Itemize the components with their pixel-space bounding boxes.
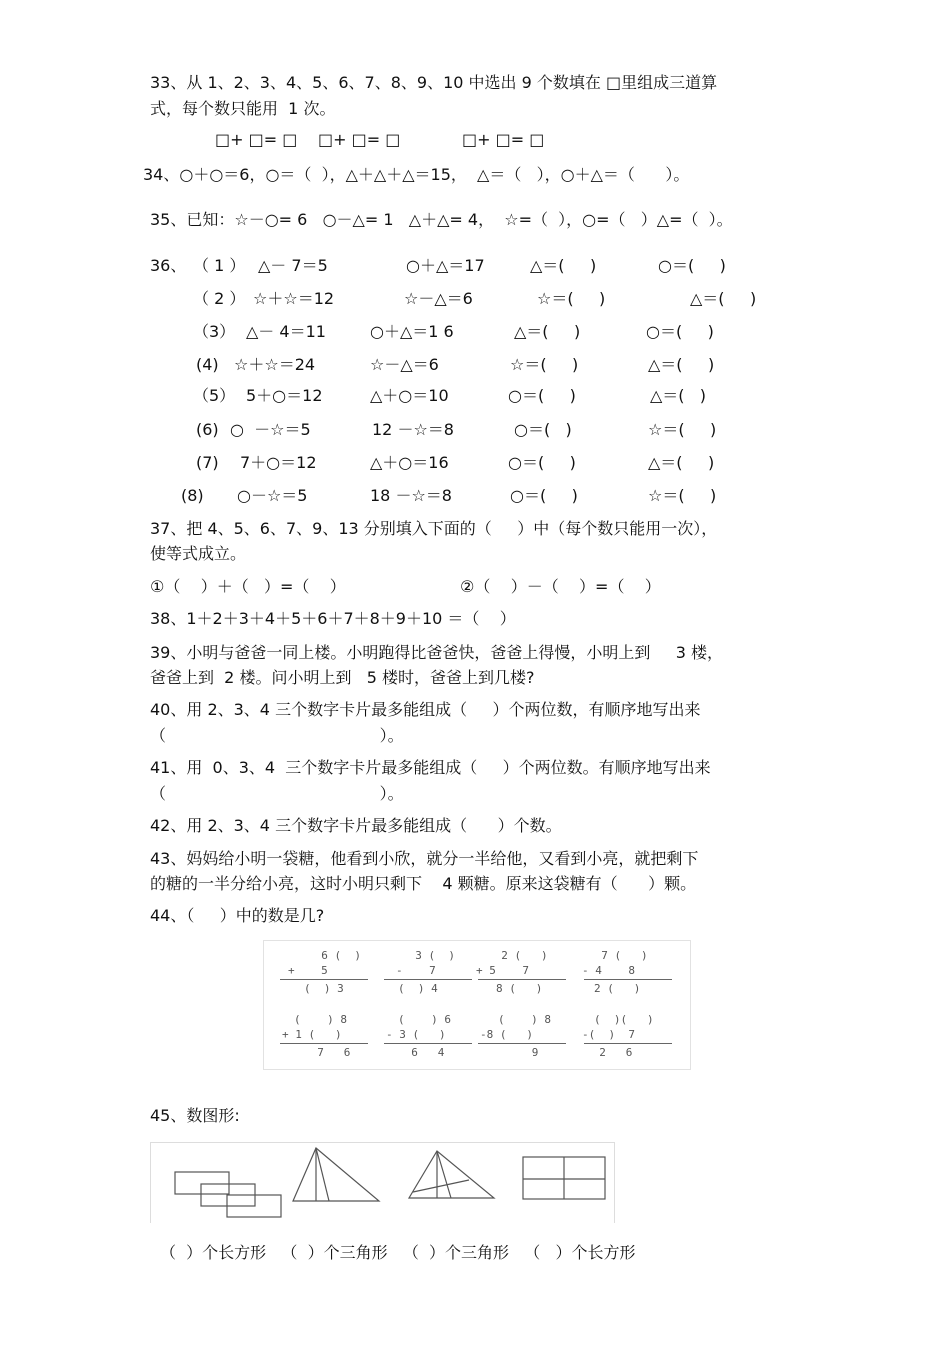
q36-row-eq-a: △－ 7＝5 [258,256,328,275]
figures-drawing [151,1143,614,1223]
q36-row-num: （3） [193,322,236,341]
q39-line1: 39、小明与爸爸一同上楼。小明跑得比爸爸快，爸爸上得慢，小明上到 3 楼， [150,643,724,662]
q43-line1: 43、妈妈给小明一袋糖，他看到小欣，就分一半给他，又看到小亮，就把剩下 [150,849,699,868]
vertical-problem [582,949,676,1005]
triangle-line [413,1180,469,1192]
problem-mid: - 7 [396,964,436,977]
q36-row-eq-b: △＋○＝16 [370,453,449,472]
q36-row-ans-d: △＝( ) [690,289,757,308]
q36-row-eq-b: ☆－△＝6 [404,289,473,308]
q36-row-ans-d: △＝( ) [648,453,715,472]
q41-line2: （ ）。 [150,784,404,803]
vertical-problem [476,1013,570,1069]
q36-label: 36、 [150,256,187,275]
vertical-problem [278,1013,372,1069]
problem-mid: + 5 [288,964,328,977]
vertical-problem [476,949,570,1005]
q36-row-eq-a: △－ 4＝11 [246,322,326,341]
problem-line [584,1043,672,1044]
q37-eq2: ②（ ）－（ ）=（ ） [460,577,661,596]
q36-row-eq-b: ○＋△＝1 6 [370,322,454,341]
problem-line [280,979,368,980]
problem-bottom: ( ) 3 [304,982,344,995]
problem-line [478,979,566,980]
triangle-line [437,1151,451,1198]
q36-row-num: (4) [196,355,219,374]
problem-top: 6 ( ) [308,949,361,962]
rectangle-shape [175,1172,229,1194]
q36-row-ans-c: △＝( ) [530,256,597,275]
q33-eq1: □+ □= □ [215,130,298,149]
q39-line2: 爸爸上到 2 楼。问小明上到 5 楼时，爸爸上到几楼? [150,668,535,687]
q36-row-eq-a: 5＋○＝12 [246,386,323,405]
vertical-problem [582,1013,676,1069]
q36-row-ans-d: △＝( ) [650,386,707,405]
problem-bottom: 2 6 [586,1046,633,1059]
q36-row-num: （ 1 ） [193,256,246,275]
q36-row-ans-d: ○＝( ) [646,322,714,341]
problem-bottom: 8 ( ) [496,982,543,995]
q44-problem-image [263,940,691,1070]
problem-line [478,1043,566,1044]
q36-row-num: (7) [196,453,219,472]
problem-bottom: 6 4 [398,1046,445,1059]
q36-row-eq-b: ☆－△＝6 [370,355,439,374]
triangle-line [316,1148,329,1201]
q36-row-ans-c: ☆＝( ) [537,289,606,308]
vertical-problem [278,949,372,1005]
q36-row-num: （ 2 ） [193,289,246,308]
q33-line2: 式，每个数只能用 1 次。 [150,99,336,118]
problem-top: ( )( ) [594,1013,654,1026]
q37-line1: 37、把 4、5、6、7、9、13 分别填入下面的（ ）中（每个数只能用一次）， [150,519,718,538]
q36-row-ans-d: △＝( ) [648,355,715,374]
triangle-shape [409,1151,494,1198]
problem-mid: - 3 ( ) [386,1028,446,1041]
q45-figures [150,1142,615,1223]
problem-bottom: ( ) 4 [398,982,438,995]
q38-line: 38、1＋2＋3＋4＋5＋6＋7＋8＋9＋10 ＝（ ） [150,609,516,628]
q33-line1: 33、从 1、2、3、4、5、6、7、8、9、10 中选出 9 个数填在 □里组成三道算 [150,73,718,92]
problem-mid: -8 ( ) [480,1028,533,1041]
q45-answers: （ ）个长方形 （ ）个三角形 （ ）个三角形 （ ）个长方形 [160,1243,636,1262]
q36-row-ans-c: ○＝( ) [508,453,576,472]
problem-bottom: 9 [492,1046,539,1059]
problem-top: ( ) 8 [294,1013,347,1026]
q36-row-num: (8) [181,486,204,505]
problem-bottom: 2 ( ) [594,982,641,995]
vertical-problem [382,1013,476,1069]
q43-line2: 的糖的一半分给小亮，这时小明只剩下 4 颗糖。原来这袋糖有（ ）颗。 [150,874,697,893]
q36-row-ans-c: ○＝( ) [510,486,578,505]
q36-row-num: （5） [193,386,236,405]
problem-top: 2 ( ) [488,949,548,962]
q36-row-ans-c: ☆＝( ) [510,355,579,374]
q36-row-ans-c: ○＝( ) [514,420,572,439]
problem-line [280,1043,368,1044]
problem-bottom: 7 6 [304,1046,351,1059]
q36-row-eq-b: △＋○＝10 [370,386,449,405]
q40-line1: 40、用 2、3、4 三个数字卡片最多能组成（ ）个两位数，有顺序地写出来 [150,700,701,719]
q37-eq1: ①（ ）＋（ ）=（ ） [150,577,346,596]
q36-row-eq-b: 18 －☆＝8 [370,486,452,505]
q36-row-eq-a: ○－☆＝5 [237,486,308,505]
q37-line2: 使等式成立。 [150,544,247,563]
problem-top: 7 ( ) [588,949,648,962]
q36-row-ans-c: ○＝( ) [508,386,576,405]
problem-mid: + 5 7 [476,964,529,977]
q36-row-eq-b: 12 －☆＝8 [372,420,454,439]
problem-line [384,1043,472,1044]
q36-row-eq-a: ○ －☆＝5 [230,420,311,439]
q42-line: 42、用 2、3、4 三个数字卡片最多能组成（ ）个数。 [150,816,562,835]
q34-line: 34、○＋○＝6，○＝（ ），△＋△＋△＝15， △＝（ ），○＋△＝（ ）。 [143,165,690,184]
q36-row-eq-a: 7＋○＝12 [240,453,317,472]
q36-row-num: (6) [196,420,219,439]
q35-line: 35、已知：☆－○= 6 ○－△= 1 △＋△= 4， ☆=（ ），○=（ ）△=（ ）。 [150,210,733,229]
q33-eq2: □+ □= □ [318,130,401,149]
problem-mid: - 4 8 [582,964,635,977]
problem-mid: + 1 ( ) [282,1028,342,1041]
triangle-shape [293,1148,379,1201]
q41-line1: 41、用 0、3、4 三个数字卡片最多能组成（ ）个两位数。有顺序地写出来 [150,758,711,777]
vertical-problem [382,949,476,1005]
problem-top: ( ) 8 [498,1013,551,1026]
problem-line [584,979,672,980]
q36-row-eq-a: ☆＋☆＝12 [253,289,335,308]
q45-label: 45、数图形: [150,1106,240,1125]
q44-label: 44、（ ）中的数是几? [150,906,325,925]
q40-line2: （ ）。 [150,726,404,745]
q33-eq3: □+ □= □ [462,130,545,149]
q36-row-ans-c: △＝( ) [514,322,581,341]
q36-row-eq-a: ☆＋☆＝24 [234,355,316,374]
problem-top: 3 ( ) [402,949,455,962]
q36-row-ans-d: ☆＝( ) [648,486,717,505]
q36-row-ans-d: ○＝( ) [658,256,726,275]
problem-top: ( ) 6 [398,1013,451,1026]
problem-mid: -( ) 7 [582,1028,635,1041]
q36-row-ans-d: ☆＝( ) [648,420,717,439]
problem-line [384,979,472,980]
q36-row-eq-b: ○＋△＝17 [406,256,485,275]
